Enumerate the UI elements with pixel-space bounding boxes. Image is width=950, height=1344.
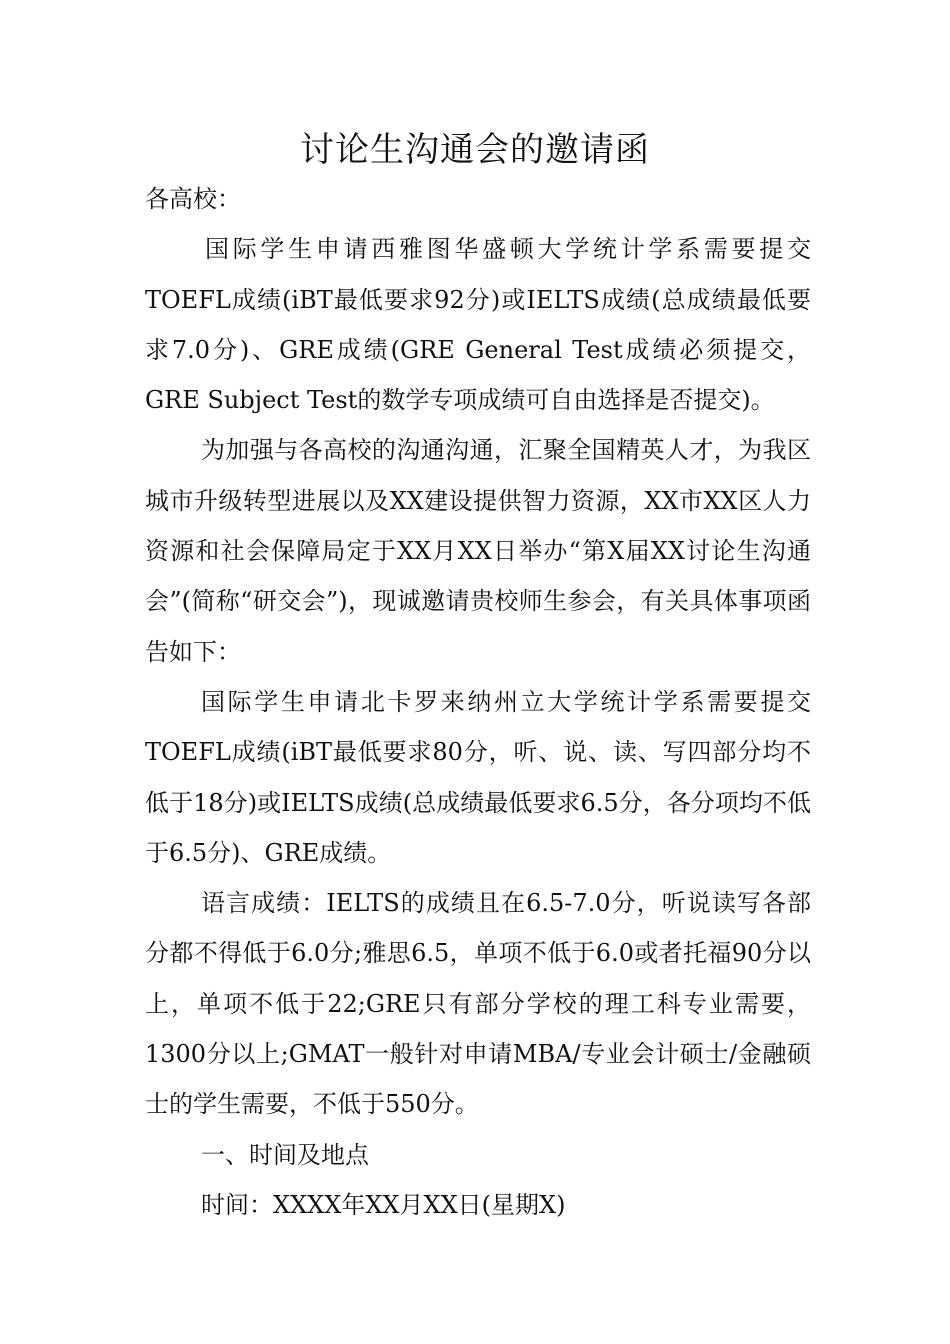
- paragraph-language-scores: 语言成绩：IELTS的成绩且在6.5-7.0分，听说读写各部分都不得低于6.0分;雅思6.5，单项不低于6.0或者托福90分以上，单项不低于22;GRE只有部分学校的理工科专业需要，1300分以上;GMAT一般针对申请MBA/专业会计硕士/金融硕士的学生需要，不低于550分。: [145, 889, 811, 1119]
- paragraph-uw-statistics-requirements: 国际学生申请西雅图华盛顿大学统计学系需要提交TOEFL成绩(iBT最低要求92分)或IELTS成绩(总成绩最低要求7.0分)、GRE成绩(GRE General Test成绩必须提交，GRE Subject Test的数学专项成绩可自由选择是否提交)。: [145, 235, 811, 415]
- paragraph-ncsu-statistics-requirements: 国际学生申请北卡罗来纳州立大学统计学系需要提交TOEFL成绩(iBT最低要求80分，听、说、读、写四部分均不低于18分)或IELTS成绩(总成绩最低要求6.5分，各分项均不低于6.5分)、GRE成绩。: [145, 687, 811, 867]
- document-title: 讨论生沟通会的邀请函: [300, 130, 650, 170]
- salutation: 各高校：: [145, 185, 241, 213]
- section-heading-time-location: 一、时间及地点: [201, 1140, 369, 1169]
- document-body: [145, 174, 811, 1230]
- paragraph-invitation: 为加强与各高校的沟通沟通，汇聚全国精英人才，为我区城市升级转型进展以及XX建设提供智力资源，XX市XX区人力资源和社会保障局定于XX月XX日举办“第X届XX讨论生沟通会”(简称“研交会”)，现诚邀请贵校师生参会，有关具体事项函告如下：: [145, 436, 811, 666]
- paragraph-time: 时间：XXXX年XX月XX日(星期X): [201, 1190, 566, 1219]
